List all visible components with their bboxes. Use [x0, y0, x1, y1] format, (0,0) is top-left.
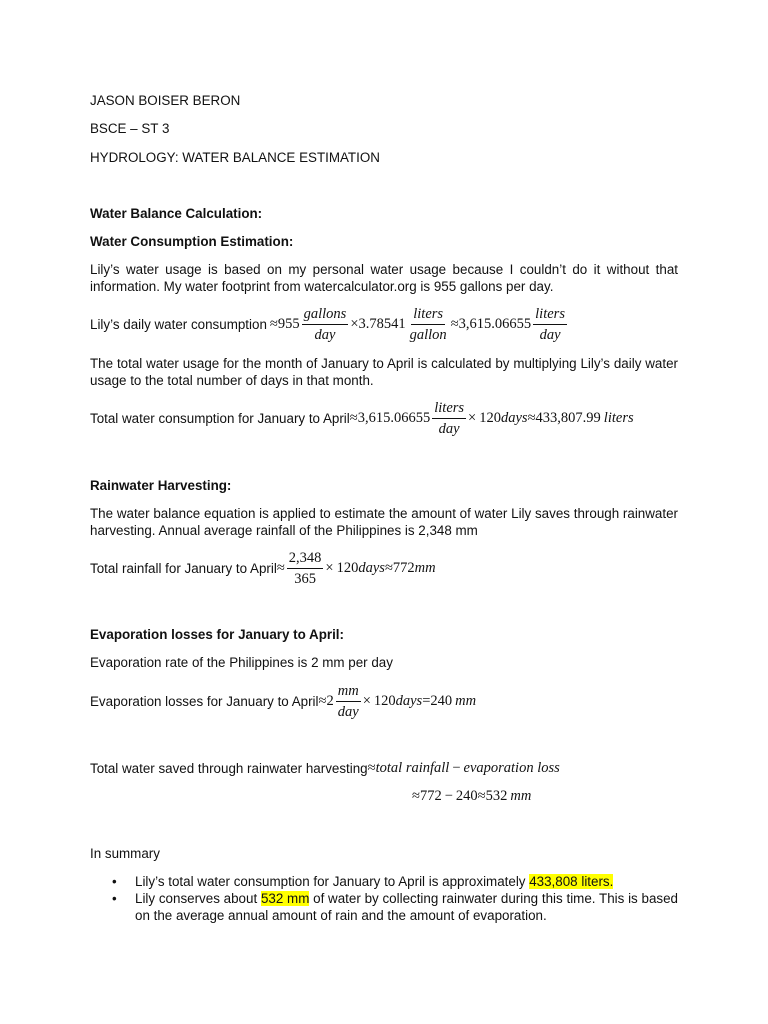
equation-water-saved-result: ≈ 772 − 240 ≈ 532 mm [412, 788, 532, 804]
highlight-total-consumption: 433,808 liters. [529, 874, 614, 889]
bullet-icon: • [112, 891, 117, 906]
equation-total-consumption: Total water consumption for January to April ≈ 3,615.06655 $\frac{\text{liters}}{\text{day}}$ × 120 days ≈ 433,807.99 liters [90, 400, 634, 437]
heading-water-consumption: Water Consumption Estimation: [90, 234, 294, 249]
summary-list [90, 873, 678, 924]
fraction: $\frac{\text{liters}}{\text{day}}$ [434, 400, 465, 437]
bullet-icon: • [112, 874, 117, 889]
summary-heading: In summary [90, 846, 160, 861]
heading-water-balance-calculation: Water Balance Calculation: [90, 206, 263, 221]
paragraph-rainwater: The water balance equation is applied to estimate the amount of water Lily saves through rainwater harvesting. Annual average rainfall of the Philippines is 2,348 mm [90, 506, 678, 538]
equation-label: Total rainfall for January to April [90, 561, 277, 576]
fraction: $\frac{\text{liters}}{\text{gallon}}$ [409, 306, 447, 343]
equation-label: Total water consumption for January to April [90, 411, 350, 426]
course-section: BSCE – ST 3 [90, 121, 170, 136]
heading-rainwater-harvesting: Rainwater Harvesting: [90, 478, 232, 493]
fraction: $\frac{\text{liters}}{\text{day}}$ [535, 306, 565, 343]
equation-label: Evaporation losses for January to April [90, 694, 319, 709]
paragraph-total-usage: The total water usage for the month of January to April is calculated by multiplying Lily’s daily water usage to the total number of days in that month. [90, 356, 678, 388]
subject-title: HYDROLOGY: WATER BALANCE ESTIMATION [90, 150, 380, 165]
list-item: • Lily conserves about 532 mm of water by collecting rainwater during this time. This is based on the average annual amount of rain and the amount of evaporation. [112, 891, 679, 923]
equation-evaporation-losses: Evaporation losses for January to April ≈ 2 $\frac{mm}{\text{day}}$ × 120 days = 240 mm [90, 683, 477, 720]
fraction: $\frac{2,348}{365}$ [288, 550, 322, 587]
list-item: • Lily’s total water consumption for January to April is approximately 433,808 liters. [112, 874, 614, 889]
equation-label: Lily’s daily water consumption [90, 317, 267, 332]
fraction: $\frac{\text{gallons}}{\text{day}}$ [303, 306, 347, 343]
equation-daily-consumption: Lily’s daily water consumption ≈ 955 $\frac{\text{gallons}}{\text{day}}$ × 3.78541 $\frac{\text{liters}}{\text{gallon}}$ ≈ 3,615.06655 $\frac{\text{liters}}{\text{day}}$ [90, 306, 565, 343]
equation-water-saved: Total water saved through rainwater harvesting ≈ total rainfall − evaporation loss [90, 760, 560, 776]
document-page [90, 0, 678, 1024]
equation-label: Total water saved through rainwater harvesting [90, 761, 368, 776]
paragraph-evaporation-rate: Evaporation rate of the Philippines is 2 mm per day [90, 655, 393, 670]
equation-total-rainfall: Total rainfall for January to April ≈ $\frac{2,348}{365}$ × 120 days ≈ 772 mm [90, 550, 436, 587]
paragraph-water-usage: Lily’s water usage is based on my personal water usage because I couldn’t do it without that information. My water footprint from watercalculator.org is 955 gallons per day. [90, 262, 678, 294]
heading-evaporation-losses: Evaporation losses for January to April: [90, 627, 344, 642]
fraction: $\frac{mm}{\text{day}}$ [337, 683, 359, 720]
author-name: JASON BOISER BERON [90, 93, 241, 108]
highlight-water-saved: 532 mm [260, 891, 310, 906]
